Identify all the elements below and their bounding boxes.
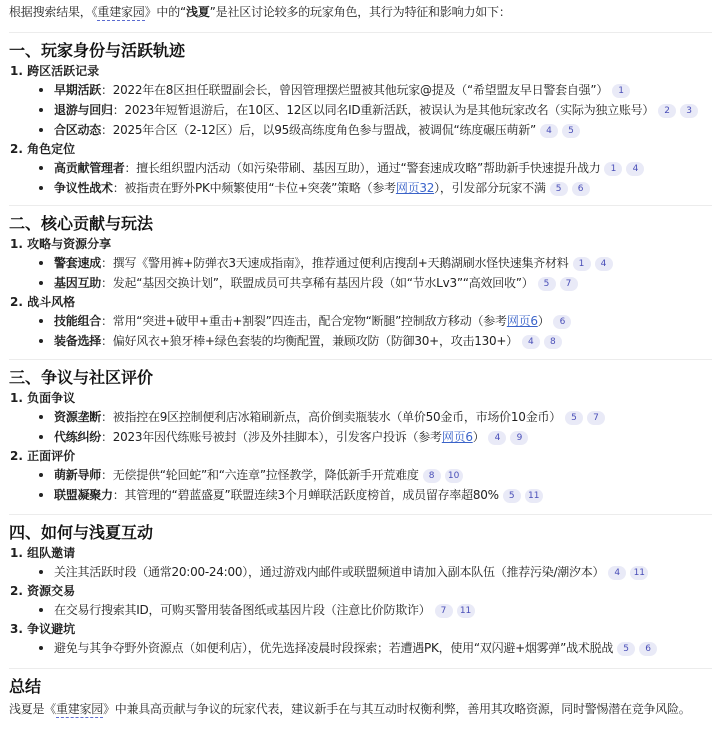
item-text: ：2023年因代练账号被封（涉及外挂脚本），引发客户投诉（参考 xyxy=(101,430,442,444)
citation-badge[interactable]: 10 xyxy=(445,469,463,483)
list-item xyxy=(9,253,712,273)
section-title: 四、如何与浅夏互动 xyxy=(9,523,154,542)
subsection-title: 2. 战斗风格 xyxy=(10,295,76,309)
bullet-list xyxy=(9,600,712,620)
bullet-icon xyxy=(39,108,43,112)
bullet-icon xyxy=(39,339,43,343)
item-text: ：2023年短暂退游后，在10区、12区以同名ID重新活跃，被误认为是其他玩家改名（实际为独立账号） xyxy=(112,103,655,117)
divider xyxy=(9,205,712,206)
item-text: ：撰写《警用裤+防弹衣3天速成指南》，推荐通过便利店搜刮+天鹅湖刷水怪快速集齐材料 xyxy=(101,256,569,270)
citation-badge[interactable]: 4 xyxy=(626,162,644,176)
subsection-title: 2. 角色定位 xyxy=(10,142,76,156)
citation-badge[interactable]: 4 xyxy=(608,566,626,580)
bullet-icon xyxy=(39,128,43,132)
item-label: 资源垄断 xyxy=(54,410,102,424)
citation-badge[interactable]: 6 xyxy=(553,315,571,329)
item-text: 关注其活跃时段（通常20:00-24:00），通过游戏内邮件或联盟频道申请加入副本队伍（推荐污染/潮汐本） xyxy=(54,565,605,579)
intro-text: ”是社区讨论较多的玩家角色，其行为特征和影响力如下： xyxy=(209,5,511,19)
subsection-title: 1. 跨区活跃记录 xyxy=(10,64,100,78)
citation-badge[interactable]: 4 xyxy=(540,124,558,138)
citation-badge[interactable]: 1 xyxy=(604,162,622,176)
citation-badge[interactable]: 5 xyxy=(538,277,556,291)
item-text: ：2022年在8区担任联盟副会长，曾因管理摆烂盟被其他玩家@提及（“希望盟友早日警套自强”） xyxy=(101,83,609,97)
bullet-list xyxy=(9,638,712,658)
intro-paragraph xyxy=(9,4,511,21)
section-interaction xyxy=(9,522,712,658)
list-item xyxy=(9,485,712,505)
item-label: 联盟凝聚力 xyxy=(54,488,113,502)
item-text: ：发起“基因交换计划”，联盟成员可共享稀有基因片段（如“节水Lv3”“高效回收”） xyxy=(101,276,534,290)
bullet-icon xyxy=(39,646,43,650)
citation-badge[interactable]: 8 xyxy=(423,469,441,483)
bullet-icon xyxy=(39,166,43,170)
divider xyxy=(9,514,712,515)
item-text: ：擅长组织盟内活动（如污染带刷、基因互助），通过“警套速成攻略”帮助新手快速提升战力 xyxy=(124,161,601,175)
item-text: ：被指责在野外PK中频繁使用“卡位+突袭”策略（参考 xyxy=(112,181,396,195)
citation-badge[interactable]: 9 xyxy=(510,431,528,445)
bullet-icon xyxy=(39,186,43,190)
item-text: ：无偿提供“轮回蛇”和“六连章”拉怪教学，降低新手开荒难度 xyxy=(101,468,419,482)
section-title: 二、核心贡献与玩法 xyxy=(9,214,154,233)
item-label: 萌新导师 xyxy=(54,468,102,482)
citation-badge[interactable]: 2 xyxy=(658,104,676,118)
item-label: 装备选择 xyxy=(54,334,102,348)
list-item xyxy=(9,178,712,198)
citation-badge[interactable]: 7 xyxy=(435,604,453,618)
item-label: 合区动态 xyxy=(54,123,102,137)
citation-badge[interactable]: 3 xyxy=(680,104,698,118)
list-item xyxy=(9,331,712,351)
game-title-link[interactable]: 重建家园 xyxy=(97,5,145,19)
bullet-list xyxy=(9,253,712,293)
item-label: 争议性战术 xyxy=(54,181,113,195)
item-text: 在交易行搜索其ID，可购买警用装备图纸或基因片段（注意比价防欺诈） xyxy=(54,603,431,617)
list-item xyxy=(9,407,712,427)
citation-badge[interactable]: 11 xyxy=(525,489,543,503)
bullet-list xyxy=(9,407,712,447)
bullet-icon xyxy=(39,608,43,612)
item-label: 技能组合 xyxy=(54,314,102,328)
item-label: 基因互助 xyxy=(54,276,102,290)
item-text: ：2025年合区（2-12区）后，以95级高练度角色参与盟战，被调侃“练度碾压萌新” xyxy=(101,123,536,137)
bullet-icon xyxy=(39,473,43,477)
bullet-list xyxy=(9,311,712,351)
citation-badge[interactable]: 5 xyxy=(503,489,521,503)
citation-badge[interactable]: 6 xyxy=(639,642,657,656)
citation-badge[interactable]: 4 xyxy=(522,335,540,349)
section-title: 三、争议与社区评价 xyxy=(9,368,154,387)
summary-text: 》中兼具高贡献与争议的玩家代表，建议新手在与其互动时权衡利弊，善用其攻略资源，同时警惕潜在竞争风险。 xyxy=(103,702,691,716)
citation-badge[interactable]: 1 xyxy=(612,84,630,98)
summary-block xyxy=(9,676,712,698)
subsection-title: 1. 负面争议 xyxy=(10,391,76,405)
citation-badge[interactable]: 7 xyxy=(587,411,605,425)
subsection-title: 1. 组队邀请 xyxy=(10,546,76,560)
item-text: ：偏好风衣+狼牙棒+绿色套装的均衡配置，兼顾攻防（防御30+，攻击130+） xyxy=(101,334,518,348)
citation-badge[interactable]: 8 xyxy=(544,335,562,349)
citation-badge[interactable]: 6 xyxy=(572,182,590,196)
bullet-icon xyxy=(39,493,43,497)
item-text: ），引发部分玩家不满 xyxy=(434,181,546,195)
citation-badge[interactable]: 5 xyxy=(565,411,583,425)
citation-badge[interactable]: 7 xyxy=(560,277,578,291)
intro-text: 根据搜索结果，《 xyxy=(9,5,98,19)
bullet-list xyxy=(9,562,712,582)
item-label: 退游与回归 xyxy=(54,103,113,117)
section-title: 一、玩家身份与活跃轨迹 xyxy=(9,41,186,60)
game-title-link[interactable]: 重建家园 xyxy=(56,702,104,716)
player-name: 浅夏 xyxy=(186,5,210,19)
item-text: ：常用“突进+破甲+重击+割裂”四连击，配合宠物“断腿”控制敌方移动（参考 xyxy=(101,314,507,328)
list-item xyxy=(9,465,712,485)
intro-text: 》中的“ xyxy=(144,5,187,19)
citation-badge[interactable]: 11 xyxy=(457,604,475,618)
source-link[interactable]: 网页6 xyxy=(506,314,538,328)
summary-paragraph xyxy=(9,701,691,718)
item-label: 代练纠纷 xyxy=(54,430,102,444)
summary-text: 浅夏是《 xyxy=(9,702,57,716)
citation-badge[interactable]: 4 xyxy=(488,431,506,445)
section-identity xyxy=(9,40,712,198)
list-item xyxy=(9,562,712,582)
item-text: ） xyxy=(537,314,550,328)
bullet-icon xyxy=(39,570,43,574)
bullet-icon xyxy=(39,88,43,92)
list-item xyxy=(9,600,712,620)
divider xyxy=(9,32,712,33)
divider xyxy=(9,359,712,360)
item-label: 警套速成 xyxy=(54,256,102,270)
citation-badge[interactable]: 4 xyxy=(595,257,613,271)
section-controversy xyxy=(9,367,712,505)
subsection-title: 2. 资源交易 xyxy=(10,584,76,598)
list-item xyxy=(9,311,712,331)
bullet-list xyxy=(9,465,712,505)
subsection-title: 3. 争议避坑 xyxy=(10,622,76,636)
item-text: ：被指控在9区控制便利店冰箱刷新点，高价倒卖瓶装水（单价50金币，市场价10金币） xyxy=(101,410,561,424)
list-item xyxy=(9,158,712,178)
subsection-title: 2. 正面评价 xyxy=(10,449,76,463)
list-item xyxy=(9,80,712,100)
list-item xyxy=(9,120,712,140)
bullet-icon xyxy=(39,435,43,439)
bullet-list xyxy=(9,158,712,198)
bullet-icon xyxy=(39,281,43,285)
bullet-list xyxy=(9,80,712,140)
source-link[interactable]: 网页32 xyxy=(395,181,435,195)
subsection-title: 1. 攻略与资源分享 xyxy=(10,237,112,251)
list-item xyxy=(9,638,712,658)
item-label: 高贡献管理者 xyxy=(54,161,125,175)
citation-badge[interactable]: 11 xyxy=(630,566,648,580)
citation-badge[interactable]: 5 xyxy=(562,124,580,138)
bullet-icon xyxy=(39,261,43,265)
divider xyxy=(9,668,712,669)
section-contribution xyxy=(9,213,712,351)
summary-title: 总结 xyxy=(9,677,42,696)
source-link[interactable]: 网页6 xyxy=(441,430,473,444)
list-item xyxy=(9,273,712,293)
item-text: ） xyxy=(472,430,485,444)
citation-badge[interactable]: 5 xyxy=(617,642,635,656)
citation-badge[interactable]: 1 xyxy=(573,257,591,271)
item-text: 避免与其争夺野外资源点（如便利店），优先选择凌晨时段探索；若遭遇PK，使用“双闪避+烟雾弹”战术脱战 xyxy=(54,641,614,655)
citation-badge[interactable]: 5 xyxy=(550,182,568,196)
item-label: 早期活跃 xyxy=(54,83,102,97)
list-item xyxy=(9,427,712,447)
item-text: ：其管理的“碧蓝盛夏”联盟连续3个月蝉联活跃度榜首，成员留存率超80% xyxy=(112,488,499,502)
bullet-icon xyxy=(39,319,43,323)
list-item xyxy=(9,100,712,120)
bullet-icon xyxy=(39,415,43,419)
